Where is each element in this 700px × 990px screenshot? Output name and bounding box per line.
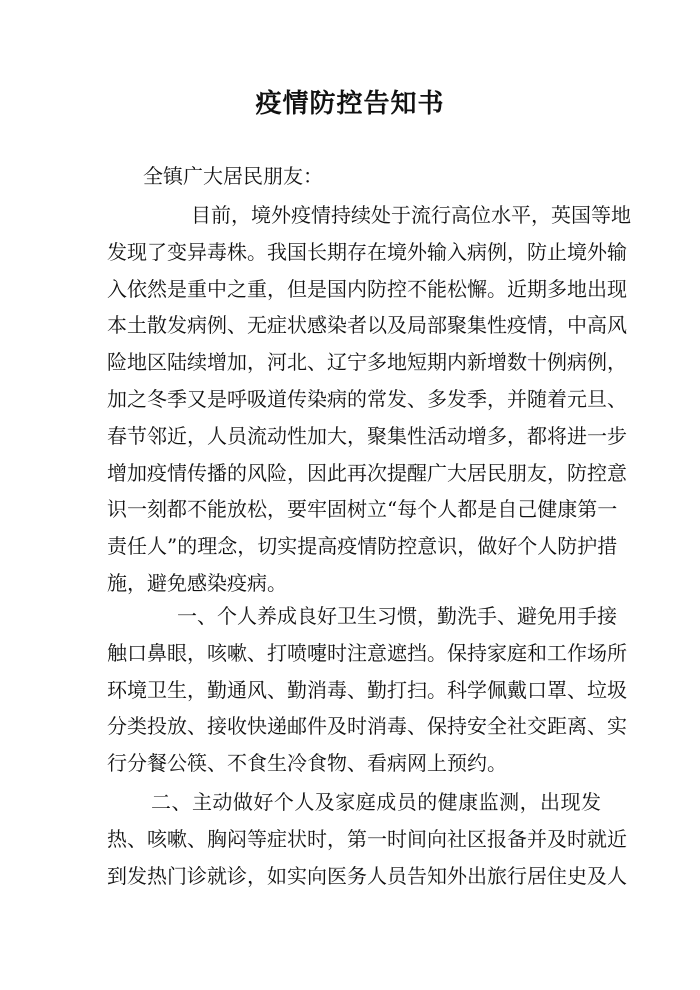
paragraph-line: 环境卫生，勤通风、勤消毒、勤打扫。科学佩戴口罩、垃圾 (107, 677, 627, 702)
paragraph-hygiene (107, 598, 627, 782)
paragraph-situation (107, 197, 631, 602)
paragraph-line: 春节邻近，人员流动性加大，聚集性活动增多，都将进一步 (107, 423, 627, 448)
salutation: 全镇广大居民朋友： (143, 164, 323, 188)
document-title: 疫情防控告知书 (255, 89, 445, 119)
paragraph-line: 增加疫情传播的风险，因此再次提醒广大居民朋友，防控意 (107, 460, 627, 485)
paragraph-line: 本土散发病例、无症状感染者以及局部聚集性疫情，中高风 (107, 313, 627, 338)
paragraph-line: 险地区陆续增加，河北、辽宁多地短期内新增数十例病例， (107, 350, 627, 375)
paragraph-line: 目前，境外疫情持续处于流行高位水平，英国等地 (191, 203, 631, 227)
paragraph-line: 行分餐公筷、不食生冷食物、看病网上预约。 (107, 751, 507, 776)
paragraph-line: 热、咳嗽、胸闷等症状时，第一时间向社区报备并及时就近 (107, 826, 627, 851)
paragraph-line: 二、主动做好个人及家庭成员的健康监测，出现发 (151, 790, 601, 814)
paragraph-line: 识一刻都不能放松，要牢固树立“每个人都是自己健康第一 (107, 497, 618, 522)
paragraph-line: 到发热门诊就诊，如实向医务人员告知外出旅行居住史及人 (107, 863, 627, 888)
paragraph-line: 分类投放、接收快递邮件及时消毒、保持安全社交距离、实 (107, 714, 627, 739)
paragraph-line: 加之冬季又是呼吸道传染病的常发、多发季，并随着元旦、 (107, 386, 627, 411)
paragraph-health-monitoring (107, 784, 627, 894)
paragraph-line: 触口鼻眼，咳嗽、打喷嚏时注意遮挡。保持家庭和工作场所 (107, 640, 627, 665)
paragraph-line: 发现了变异毒株。我国长期存在境外输入病例，防止境外输 (107, 239, 627, 264)
paragraph-line: 一、个人养成良好卫生习惯，勤洗手、避免用手接 (177, 604, 617, 628)
paragraph-line: 入依然是重中之重，但是国内防控不能松懈。近期多地出现 (107, 276, 627, 301)
paragraph-line: 施，避免感染疫病。 (107, 570, 287, 595)
paragraph-line: 责任人”的理念，切实提高疫情防控意识，做好个人防护措 (107, 534, 618, 559)
